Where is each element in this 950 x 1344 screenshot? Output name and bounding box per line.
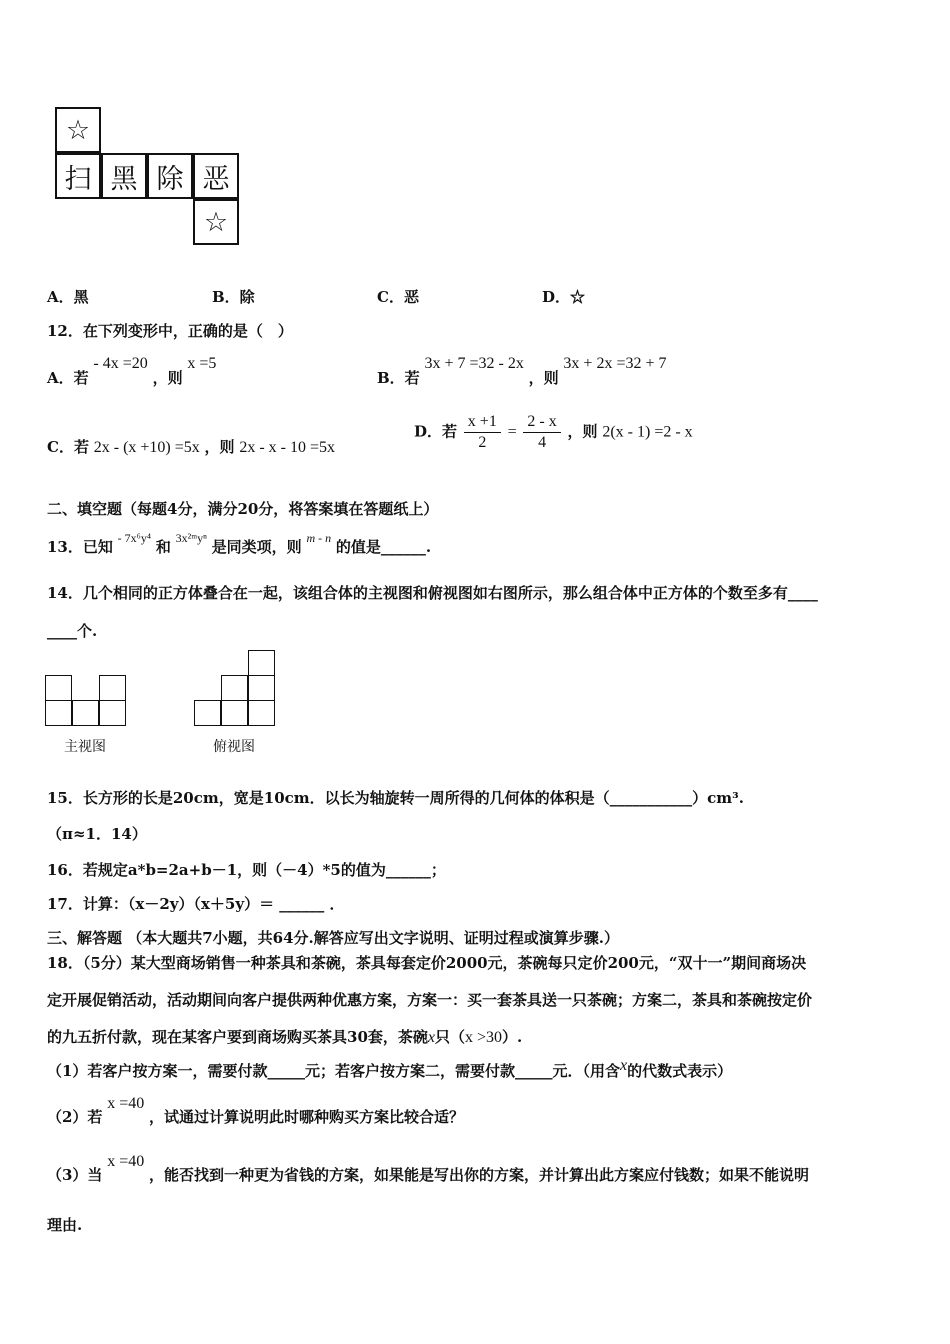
q13-term1: - 7x⁶y⁴ <box>117 531 152 545</box>
q13 <box>47 526 432 556</box>
q12-d-prefix: D．若 <box>414 422 458 441</box>
q13-prefix: 13．已知 <box>47 538 113 556</box>
net-cell-chu: 除 <box>147 153 193 199</box>
q18-line3-c: ）. <box>502 1028 523 1046</box>
front-view-square <box>45 700 72 726</box>
net-cell-star-top: ☆ <box>55 107 101 153</box>
q18-line2: 定开展促销活动，活动期间向客户提供两种优惠方案，方案一：买一套茶具送一只茶碗；方案二，茶具和茶碗按定价 <box>47 991 813 1009</box>
q11-option-a: A．黑 <box>47 288 89 306</box>
q12-d-frac2-den: 4 <box>538 434 547 451</box>
q18-p1-x: x <box>619 1057 628 1074</box>
front-view-label: 主视图 <box>64 739 106 755</box>
q18-part3 <box>47 1150 810 1184</box>
q13-term2: 3x²ᵐyⁿ <box>175 531 207 545</box>
q18-p3-text: ，能否找到一种更为省钱的方案，如果能是写出你的方案，并计算出此方案应付钱数；如果不能说明 <box>149 1166 810 1184</box>
section2-heading: 二、填空题（每题4分，满分20分，将答案填在答题纸上） <box>47 500 439 518</box>
q12-a-eq1: - 4x =20 <box>93 355 148 372</box>
net-cell-e: 恶 <box>193 153 239 199</box>
q12-b-eq2: 3x + 2x =32 + 7 <box>563 355 667 372</box>
q17-text: 17．计算：（x－2y）（x＋5y）＝ ______ ． <box>47 895 345 913</box>
q18-p3-cond: x =40 <box>107 1153 145 1170</box>
q13-and: 和 <box>155 538 171 556</box>
q12-c-then: ，则 <box>204 438 235 456</box>
q11-option-c: C．恶 <box>377 288 419 306</box>
q12-d-fraction-right <box>523 412 560 453</box>
q12-d-frac1-num: x +1 <box>464 412 501 433</box>
net-cell-hei: 黑 <box>101 153 147 199</box>
q18-line3-a: 的九五折付款，现在某客户要到商场购买茶具30套，茶碗 <box>47 1028 428 1046</box>
q16-text: 16．若规定a*b=2a+b－1，则（－4）*5的值为______； <box>47 861 446 879</box>
front-view-square <box>99 700 126 726</box>
net-cell-sao: 扫 <box>55 153 101 199</box>
q12-b-then: ，则 <box>528 369 559 387</box>
q18-line3-b: 只（ <box>435 1028 466 1046</box>
q12-d-then: ，则 <box>567 422 598 441</box>
top-view-square <box>248 700 275 726</box>
q18-line1: 18．（5分）某大型商场销售一种茶具和茶碗，茶具每套定价2000元，茶碗每只定价200元，“双十一”期间商场决 <box>47 954 807 972</box>
q18-part2 <box>47 1092 465 1126</box>
net-cell-star-bottom: ☆ <box>193 199 239 245</box>
q18-line3-cond: x >30 <box>465 1029 503 1046</box>
q12-a-eq2: x =5 <box>187 355 217 372</box>
top-view-label: 俯视图 <box>213 739 255 755</box>
q12-stem: 12．在下列变形中，正确的是（ ） <box>47 322 293 340</box>
q12-d-eq2: 2(x - 1) =2 - x <box>602 423 693 441</box>
q18-p3-prefix: （3）当 <box>47 1166 103 1184</box>
top-view-square <box>248 650 275 676</box>
q18-p3-end: 理由. <box>47 1216 83 1234</box>
q12-d-frac2-num: 2 - x <box>523 412 560 433</box>
q12-b-eq1: 3x + 7 =32 - 2x <box>424 355 524 372</box>
q11-option-b: B．除 <box>212 288 255 306</box>
q18-p2-prefix: （2）若 <box>47 1108 103 1126</box>
q18-p2-cond: x =40 <box>107 1095 145 1112</box>
q12-c-prefix: C．若 <box>47 438 89 456</box>
front-view-square <box>45 675 72 701</box>
top-view-square <box>221 700 248 726</box>
q18-p1-end: 的代数式表示） <box>627 1062 733 1080</box>
top-view-square <box>248 675 275 701</box>
q12-d-fraction-left <box>464 412 501 453</box>
q18-line3 <box>47 1026 522 1047</box>
section3-heading: 三、解答题 （本大题共7小题，共64分.解答应写出文字说明、证明过程或演算步骤.） <box>47 929 619 947</box>
q14-line2: ____个. <box>47 622 98 640</box>
q15-note: （π≈1．14） <box>47 825 147 843</box>
q13-expr: m - n <box>306 531 332 545</box>
q13-middle: 是同类项，则 <box>211 538 302 556</box>
q12-d-eq-sign: = <box>507 423 517 441</box>
q12-c-eq1: 2x - (x +10) =5x <box>93 439 200 456</box>
q18-p1-text: （1）若客户按方案一，需要付款_____元；若客户按方案二，需要付款_____元．（用含 <box>47 1062 620 1080</box>
q18-line3-x: x <box>427 1029 435 1046</box>
q12-c-eq2: 2x - x - 10 =5x <box>239 439 336 456</box>
q15-text: 15．长方形的长是20cm，宽是10cm．以长为轴旋转一周所得的几何体的体积是（___________）cm³. <box>47 789 744 807</box>
q12-option-a <box>47 352 217 387</box>
front-view-square <box>99 675 126 701</box>
top-view-square <box>194 700 221 726</box>
q14-line1: 14．几个相同的正方体叠合在一起，该组合体的主视图和俯视图如右图所示，那么组合体中正方体的个数至多有____ <box>47 584 818 602</box>
q18-p2-text: ，试通过计算说明此时哪种购买方案比较合适？ <box>149 1108 465 1126</box>
q12-option-c <box>47 436 335 457</box>
q12-b-prefix: B．若 <box>377 369 420 387</box>
q12-a-prefix: A．若 <box>47 369 89 387</box>
q12-option-d <box>414 412 693 453</box>
q12-d-frac1-den: 2 <box>478 434 487 451</box>
q13-suffix: 的值是______. <box>335 538 432 556</box>
top-view-square <box>221 675 248 701</box>
front-view-square <box>72 700 99 726</box>
q11-option-d: D．☆ <box>542 288 586 306</box>
q12-a-then: ，则 <box>152 369 183 387</box>
q18-part1 <box>47 1057 733 1081</box>
q12-option-b <box>377 352 667 387</box>
